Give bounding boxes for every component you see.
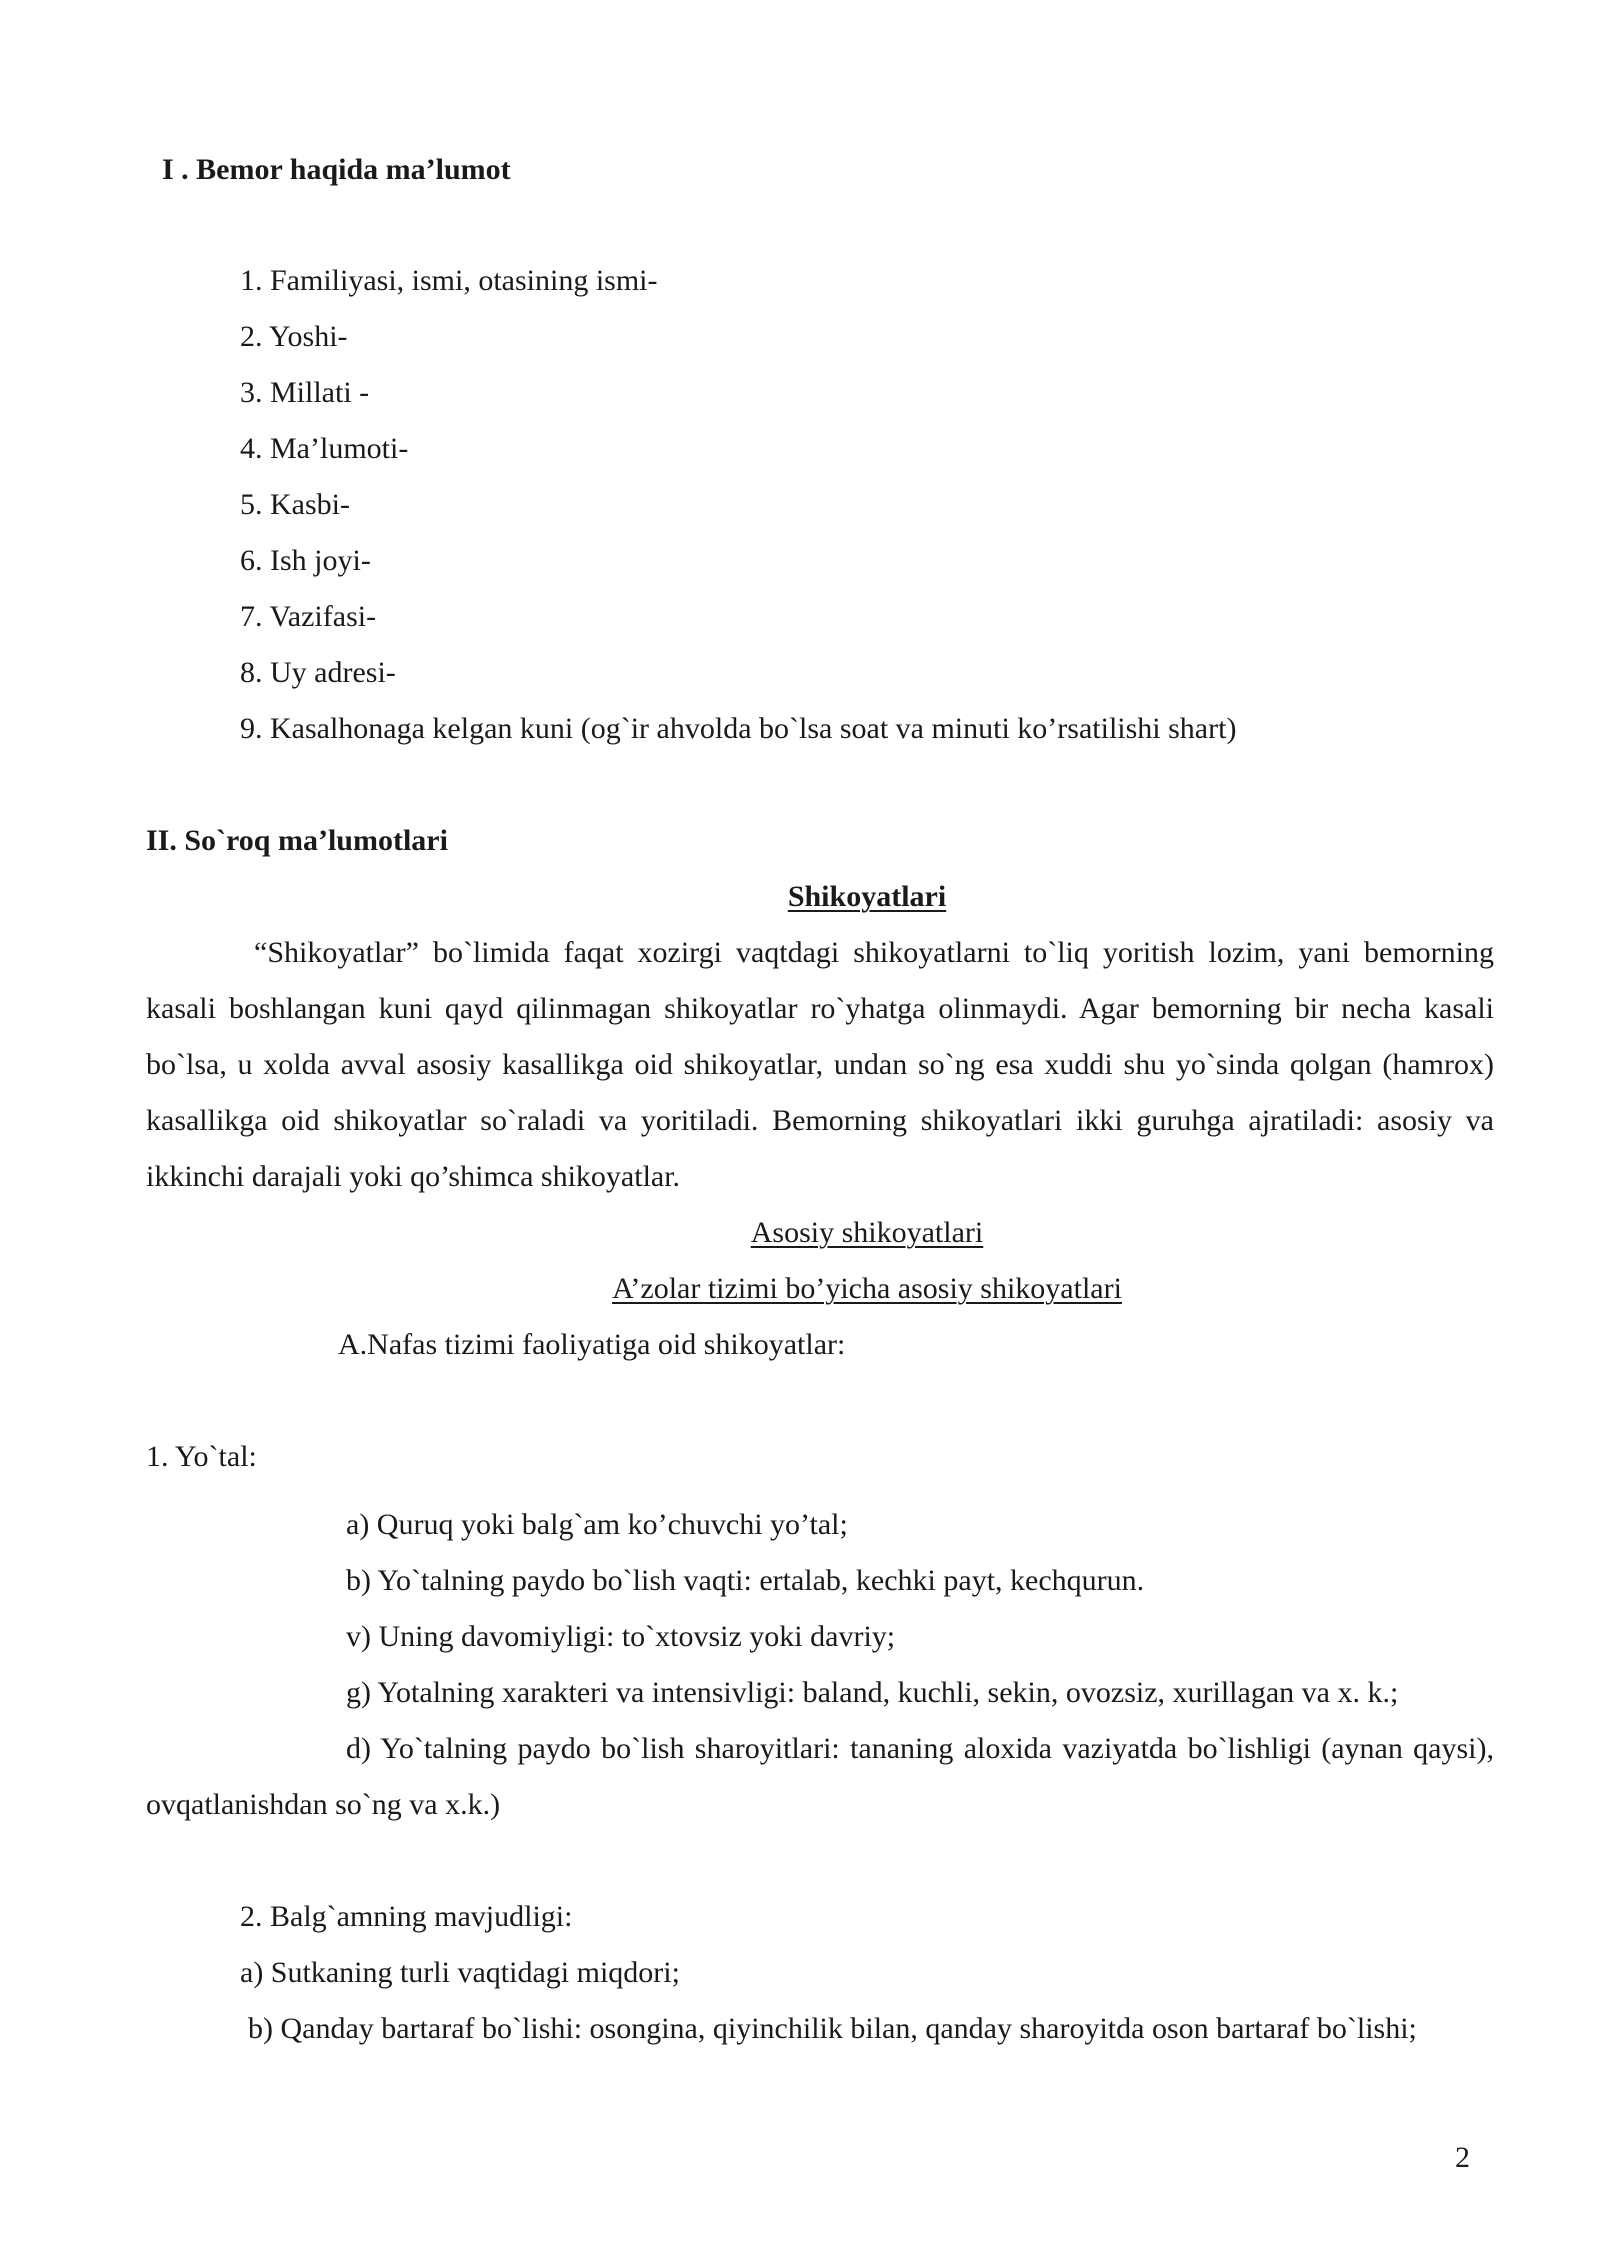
main-complaints-title: Asosiy shikoyatlari <box>750 1216 984 1249</box>
list-item: 3. Millati - <box>240 376 370 409</box>
cough-item-v: v) Uning davomiyligi: to`xtovsiz yoki davriy; <box>346 1620 896 1653</box>
respiratory-label: A.Nafas tizimi faoliyatiga oid shikoyatlar: <box>338 1328 846 1361</box>
list-item: 2. Yoshi- <box>240 320 348 353</box>
list-item: 4. Ma’lumoti- <box>240 432 409 465</box>
list-item: 1. Familiyasi, ismi, otasining ismi- <box>240 264 658 297</box>
section-1-heading: I . Bemor haqida ma’lumot <box>162 153 511 186</box>
section-2-heading: II. So`roq ma’lumotlari <box>146 824 448 857</box>
sputum-item-a: a) Sutkaning turli vaqtidagi miqdori; <box>240 1956 680 1989</box>
complaints-title: Shikoyatlari <box>787 880 947 913</box>
systems-complaints-title: A’zolar tizimi bo’yicha asosiy shikoyatlari <box>612 1272 1122 1305</box>
sputum-heading: 2. Balg`amning mavjudligi: <box>240 1900 573 1933</box>
list-item: 7. Vazifasi- <box>240 600 377 633</box>
cough-item-d: d) Yo`talning paydo bo`lish sharoyitlari: tananing aloxida vaziyatda bo`lishligi (aynan qaysi), ovqatlanishdan so`ng va x.k.) <box>146 1732 1494 1821</box>
list-item: 5. Kasbi- <box>240 488 350 521</box>
list-item: 8. Uy adresi- <box>240 656 396 689</box>
page-number: 2 <box>1455 2141 1470 2174</box>
cough-item-b: b) Yo`talning paydo bo`lish vaqti: ertalab, kechki payt, kechqurun. <box>346 1564 1145 1597</box>
cough-item-g: g) Yotalning xarakteri va intensivligi: baland, kuchli, sekin, ovozsiz, xurillagan va x. k.; <box>346 1676 1399 1709</box>
list-item: 9. Kasalhonaga kelgan kuni (og`ir ahvolda bo`lsa soat va minuti ko’rsatilishi shart) <box>240 712 1237 745</box>
cough-item-a: a) Quruq yoki balg`am ko’chuvchi yo’tal; <box>346 1508 848 1541</box>
complaints-paragraph: “Shikoyatlar” bo`limida faqat xozirgi vaqtdagi shikoyatlarni to`liq yoritish lozim, yani bemorning kasali boshlangan kuni qayd qilinmagan shikoyatlar ro`yhatga olinmaydi. Agar bemorning bir necha kasali bo`lsa, u xolda avval asosiy kasallikga oid shikoyatlar, undan so`ng esa xuddi shu yo`sinda qolgan (hamrox) kasallikga oid shikoyatlar so`raladi va yoritiladi. Bemorning shikoyatlari ikki guruhga ajratiladi: asosiy va ikkinchi darajali yoki qo’shimca shikoyatlar. <box>146 936 1494 1193</box>
sputum-item-b: b) Qanday bartaraf bo`lishi: osongina, qiyinchilik bilan, qanday sharoyitda oson bartaraf bo`lishi; <box>248 2012 1417 2045</box>
cough-heading: 1. Yo`tal: <box>146 1440 257 1473</box>
list-item: 6. Ish joyi- <box>240 544 371 577</box>
